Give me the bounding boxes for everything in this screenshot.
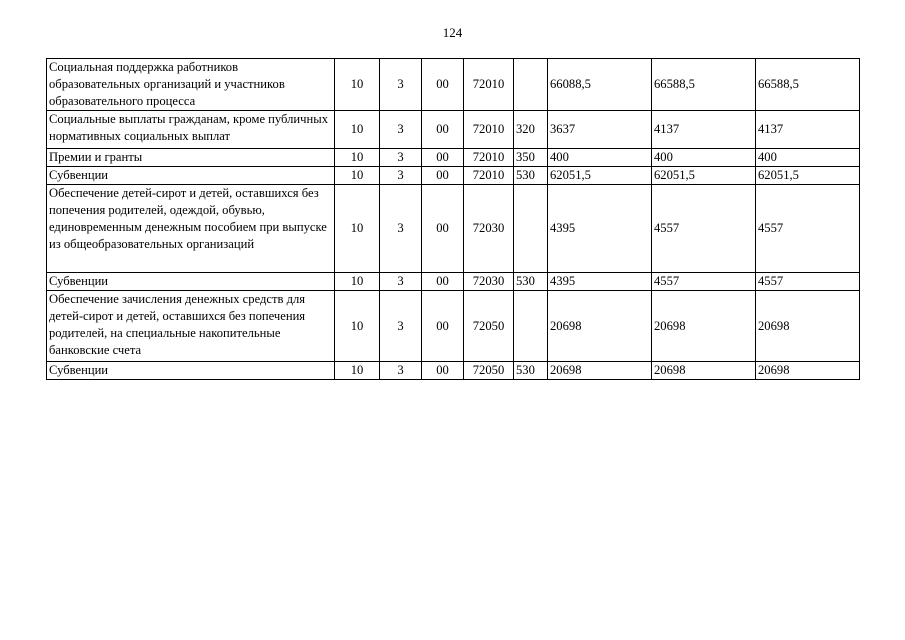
section-code: 10 xyxy=(335,291,380,362)
program-code: 00 xyxy=(422,362,464,380)
amount-year-2: 4137 xyxy=(652,111,756,149)
target-code: 72010 xyxy=(464,167,514,185)
target-code: 72030 xyxy=(464,185,514,273)
item-name: Премии и гранты xyxy=(47,149,335,167)
amount-year-1: 3637 xyxy=(548,111,652,149)
section-code: 10 xyxy=(335,59,380,111)
table-row xyxy=(47,362,860,380)
amount-year-2: 20698 xyxy=(652,362,756,380)
expense-type-code: 350 xyxy=(514,149,548,167)
program-code: 00 xyxy=(422,273,464,291)
amount-year-2: 66588,5 xyxy=(652,59,756,111)
subsection-code: 3 xyxy=(380,149,422,167)
program-code: 00 xyxy=(422,167,464,185)
subsection-code: 3 xyxy=(380,59,422,111)
item-name: Субвенции xyxy=(47,273,335,291)
amount-year-3: 20698 xyxy=(756,362,860,380)
item-name: Субвенции xyxy=(47,167,335,185)
amount-year-3: 4557 xyxy=(756,273,860,291)
expense-type-code xyxy=(514,59,548,111)
target-code: 72050 xyxy=(464,362,514,380)
table-row xyxy=(47,273,860,291)
table-row xyxy=(47,167,860,185)
amount-year-2: 4557 xyxy=(652,273,756,291)
item-name: Субвенции xyxy=(47,362,335,380)
table-row xyxy=(47,185,860,273)
program-code: 00 xyxy=(422,185,464,273)
amount-year-3: 66588,5 xyxy=(756,59,860,111)
target-code: 72030 xyxy=(464,273,514,291)
table-row xyxy=(47,111,860,149)
target-code: 72050 xyxy=(464,291,514,362)
expense-type-code: 530 xyxy=(514,362,548,380)
table-row xyxy=(47,149,860,167)
subsection-code: 3 xyxy=(380,362,422,380)
program-code: 00 xyxy=(422,59,464,111)
amount-year-1: 66088,5 xyxy=(548,59,652,111)
amount-year-3: 400 xyxy=(756,149,860,167)
section-code: 10 xyxy=(335,111,380,149)
amount-year-1: 20698 xyxy=(548,291,652,362)
program-code: 00 xyxy=(422,111,464,149)
amount-year-3: 4137 xyxy=(756,111,860,149)
amount-year-3: 4557 xyxy=(756,185,860,273)
item-name: Социальная поддержка работников образовательных организаций и участников образовательного процесса xyxy=(47,59,335,111)
section-code: 10 xyxy=(335,167,380,185)
subsection-code: 3 xyxy=(380,185,422,273)
program-code: 00 xyxy=(422,291,464,362)
target-code: 72010 xyxy=(464,59,514,111)
item-name: Обеспечение детей-сирот и детей, оставшихся без попечения родителей, одеждой, обувью, единовременным денежным пособием при выпуске из общеобразовательных организаций xyxy=(47,185,335,273)
subsection-code: 3 xyxy=(380,111,422,149)
table-row xyxy=(47,59,860,111)
expense-type-code xyxy=(514,185,548,273)
section-code: 10 xyxy=(335,149,380,167)
amount-year-1: 62051,5 xyxy=(548,167,652,185)
expense-type-code xyxy=(514,291,548,362)
amount-year-1: 4395 xyxy=(548,273,652,291)
item-name: Социальные выплаты гражданам, кроме публичных нормативных социальных выплат xyxy=(47,111,335,149)
amount-year-3: 62051,5 xyxy=(756,167,860,185)
item-name: Обеспечение зачисления денежных средств для детей-сирот и детей, оставшихся без попечения родителей, на специальные накопительные банковские счета xyxy=(47,291,335,362)
subsection-code: 3 xyxy=(380,273,422,291)
page-number: 124 xyxy=(442,25,463,40)
expense-type-code: 530 xyxy=(514,273,548,291)
subsection-code: 3 xyxy=(380,291,422,362)
amount-year-2: 4557 xyxy=(652,185,756,273)
target-code: 72010 xyxy=(464,149,514,167)
subsection-code: 3 xyxy=(380,167,422,185)
table-row xyxy=(47,291,860,362)
amount-year-1: 4395 xyxy=(548,185,652,273)
budget-table xyxy=(46,58,860,380)
section-code: 10 xyxy=(335,273,380,291)
section-code: 10 xyxy=(335,362,380,380)
program-code: 00 xyxy=(422,149,464,167)
amount-year-1: 400 xyxy=(548,149,652,167)
amount-year-2: 400 xyxy=(652,149,756,167)
expense-type-code: 320 xyxy=(514,111,548,149)
amount-year-3: 20698 xyxy=(756,291,860,362)
target-code: 72010 xyxy=(464,111,514,149)
amount-year-1: 20698 xyxy=(548,362,652,380)
amount-year-2: 20698 xyxy=(652,291,756,362)
amount-year-2: 62051,5 xyxy=(652,167,756,185)
expense-type-code: 530 xyxy=(514,167,548,185)
section-code: 10 xyxy=(335,185,380,273)
